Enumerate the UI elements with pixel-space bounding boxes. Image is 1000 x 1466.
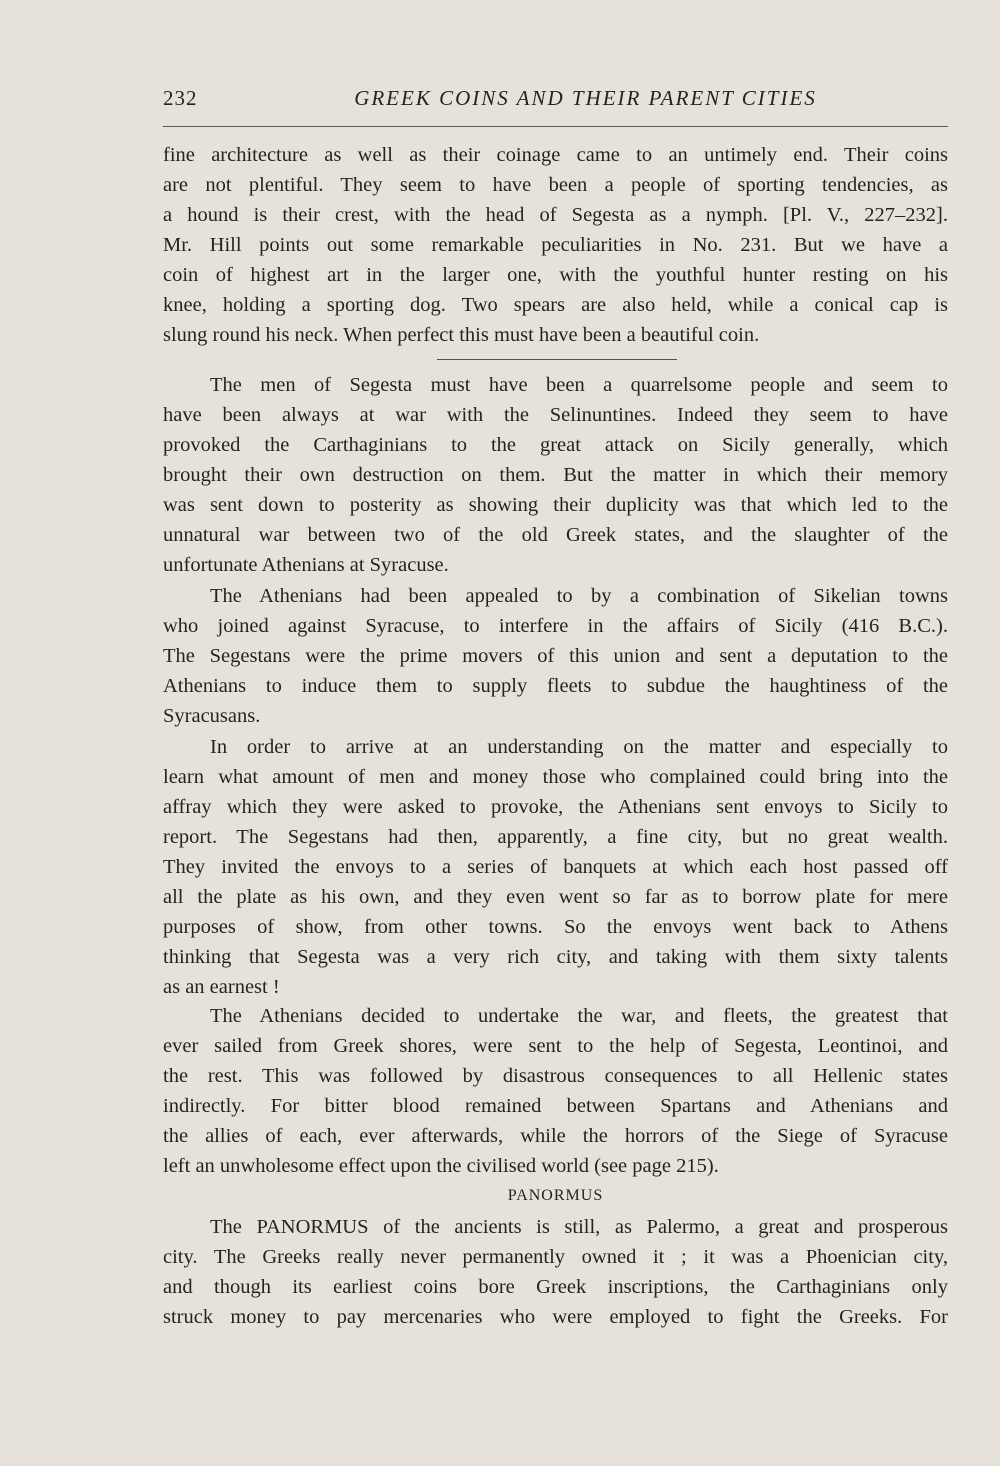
page-number: 232 [163,86,198,110]
section-separator [437,359,677,360]
text-line: affray which they were asked to provoke, the Athenians sent envoys to Sicily to [163,796,948,819]
text-line: report. The Segestans had then, apparently, a fine city, but no great wealth. [163,826,948,849]
text-line: knee, holding a sporting dog. Two spears are also held, while a conical cap is [163,294,948,317]
paragraph-6 [163,1212,948,1332]
text-line: the rest. This was followed by disastrous consequences to all Hellenic states [163,1065,948,1088]
text-line: city. The Greeks really never permanently owned it ; it was a Phoenician city, [163,1246,948,1269]
header-rule [163,126,948,127]
text-line: struck money to pay mercenaries who were employed to fight the Greeks. For [163,1306,948,1329]
text-line: slung round his neck. When perfect this must have been a beautiful coin. [163,324,760,347]
text-line: brought their own destruction on them. But the matter in which their memory [163,464,948,487]
text-line: the allies of each, ever afterwards, while the horrors of the Siege of Syracuse [163,1125,948,1148]
text-line: ever sailed from Greek shores, were sent to the help of Segesta, Leontinoi, and [163,1035,948,1058]
text-line: unfortunate Athenians at Syracuse. [163,554,449,577]
text-line: coin of highest art in the larger one, with the youthful hunter resting on his [163,264,948,287]
text-line: The Athenians decided to undertake the war, and fleets, the greatest that [210,1005,948,1027]
text-line: unnatural war between two of the old Greek states, and the slaughter of the [163,524,948,547]
text-line: Syracusans. [163,705,261,728]
text-line: Athenians to induce them to supply fleets to subdue the haughtiness of the [163,675,948,698]
text-line: have been always at war with the Selinuntines. Indeed they seem to have [163,404,948,427]
text-line: left an unwholesome effect upon the civilised world (see page 215). [163,1155,719,1178]
paragraph-5 [163,1001,948,1181]
paragraph-1 [163,140,948,350]
text-line: The PANORMUS of the ancients is still, as Palermo, a great and prosperous [210,1216,948,1238]
text-line: purposes of show, from other towns. So the envoys went back to Athens [163,916,948,939]
text-line: as an earnest ! [163,976,280,999]
text-line: was sent down to posterity as showing their duplicity was that which led to the [163,494,948,517]
text-line: who joined against Syracuse, to interfere in the affairs of Sicily (416 B.C.). [163,615,948,638]
text-line: thinking that Segesta was a very rich city, and taking with them sixty talents [163,946,948,969]
paragraph-3 [163,581,948,731]
paragraph-4 [163,732,948,1002]
paragraph-2 [163,370,948,580]
text-line: indirectly. For bitter blood remained between Spartans and Athenians and [163,1095,948,1118]
text-line: provoked the Carthaginians to the great attack on Sicily generally, which [163,434,948,457]
text-line: The Athenians had been appealed to by a combination of Sikelian towns [210,585,948,607]
text-line: They invited the envoys to a series of banquets at which each host passed off [163,856,948,879]
text-line: Mr. Hill points out some remarkable peculiarities in No. 231. But we have a [163,234,948,257]
page-header [163,86,948,118]
text-line: all the plate as his own, and they even went so far as to borrow plate for mere [163,886,948,909]
text-line: The men of Segesta must have been a quarrelsome people and seem to [210,374,948,396]
text-line: are not plentiful. They seem to have been a people of sporting tendencies, as [163,174,948,197]
text-line: In order to arrive at an understanding on the matter and especially to [210,736,948,758]
section-heading: PANORMUS [507,1187,604,1204]
text-line: and though its earliest coins bore Greek inscriptions, the Carthaginians only [163,1276,948,1299]
text-line: learn what amount of men and money those who complained could bring into the [163,766,948,789]
text-line: fine architecture as well as their coinage came to an untimely end. Their coins [163,144,948,166]
text-line: The Segestans were the prime movers of this union and sent a deputation to the [163,645,948,668]
running-title: GREEK COINS AND THEIR PARENT CITIES [354,86,817,110]
text-line: a hound is their crest, with the head of Segesta as a nymph. [Pl. V., 227–232]. [163,204,948,227]
